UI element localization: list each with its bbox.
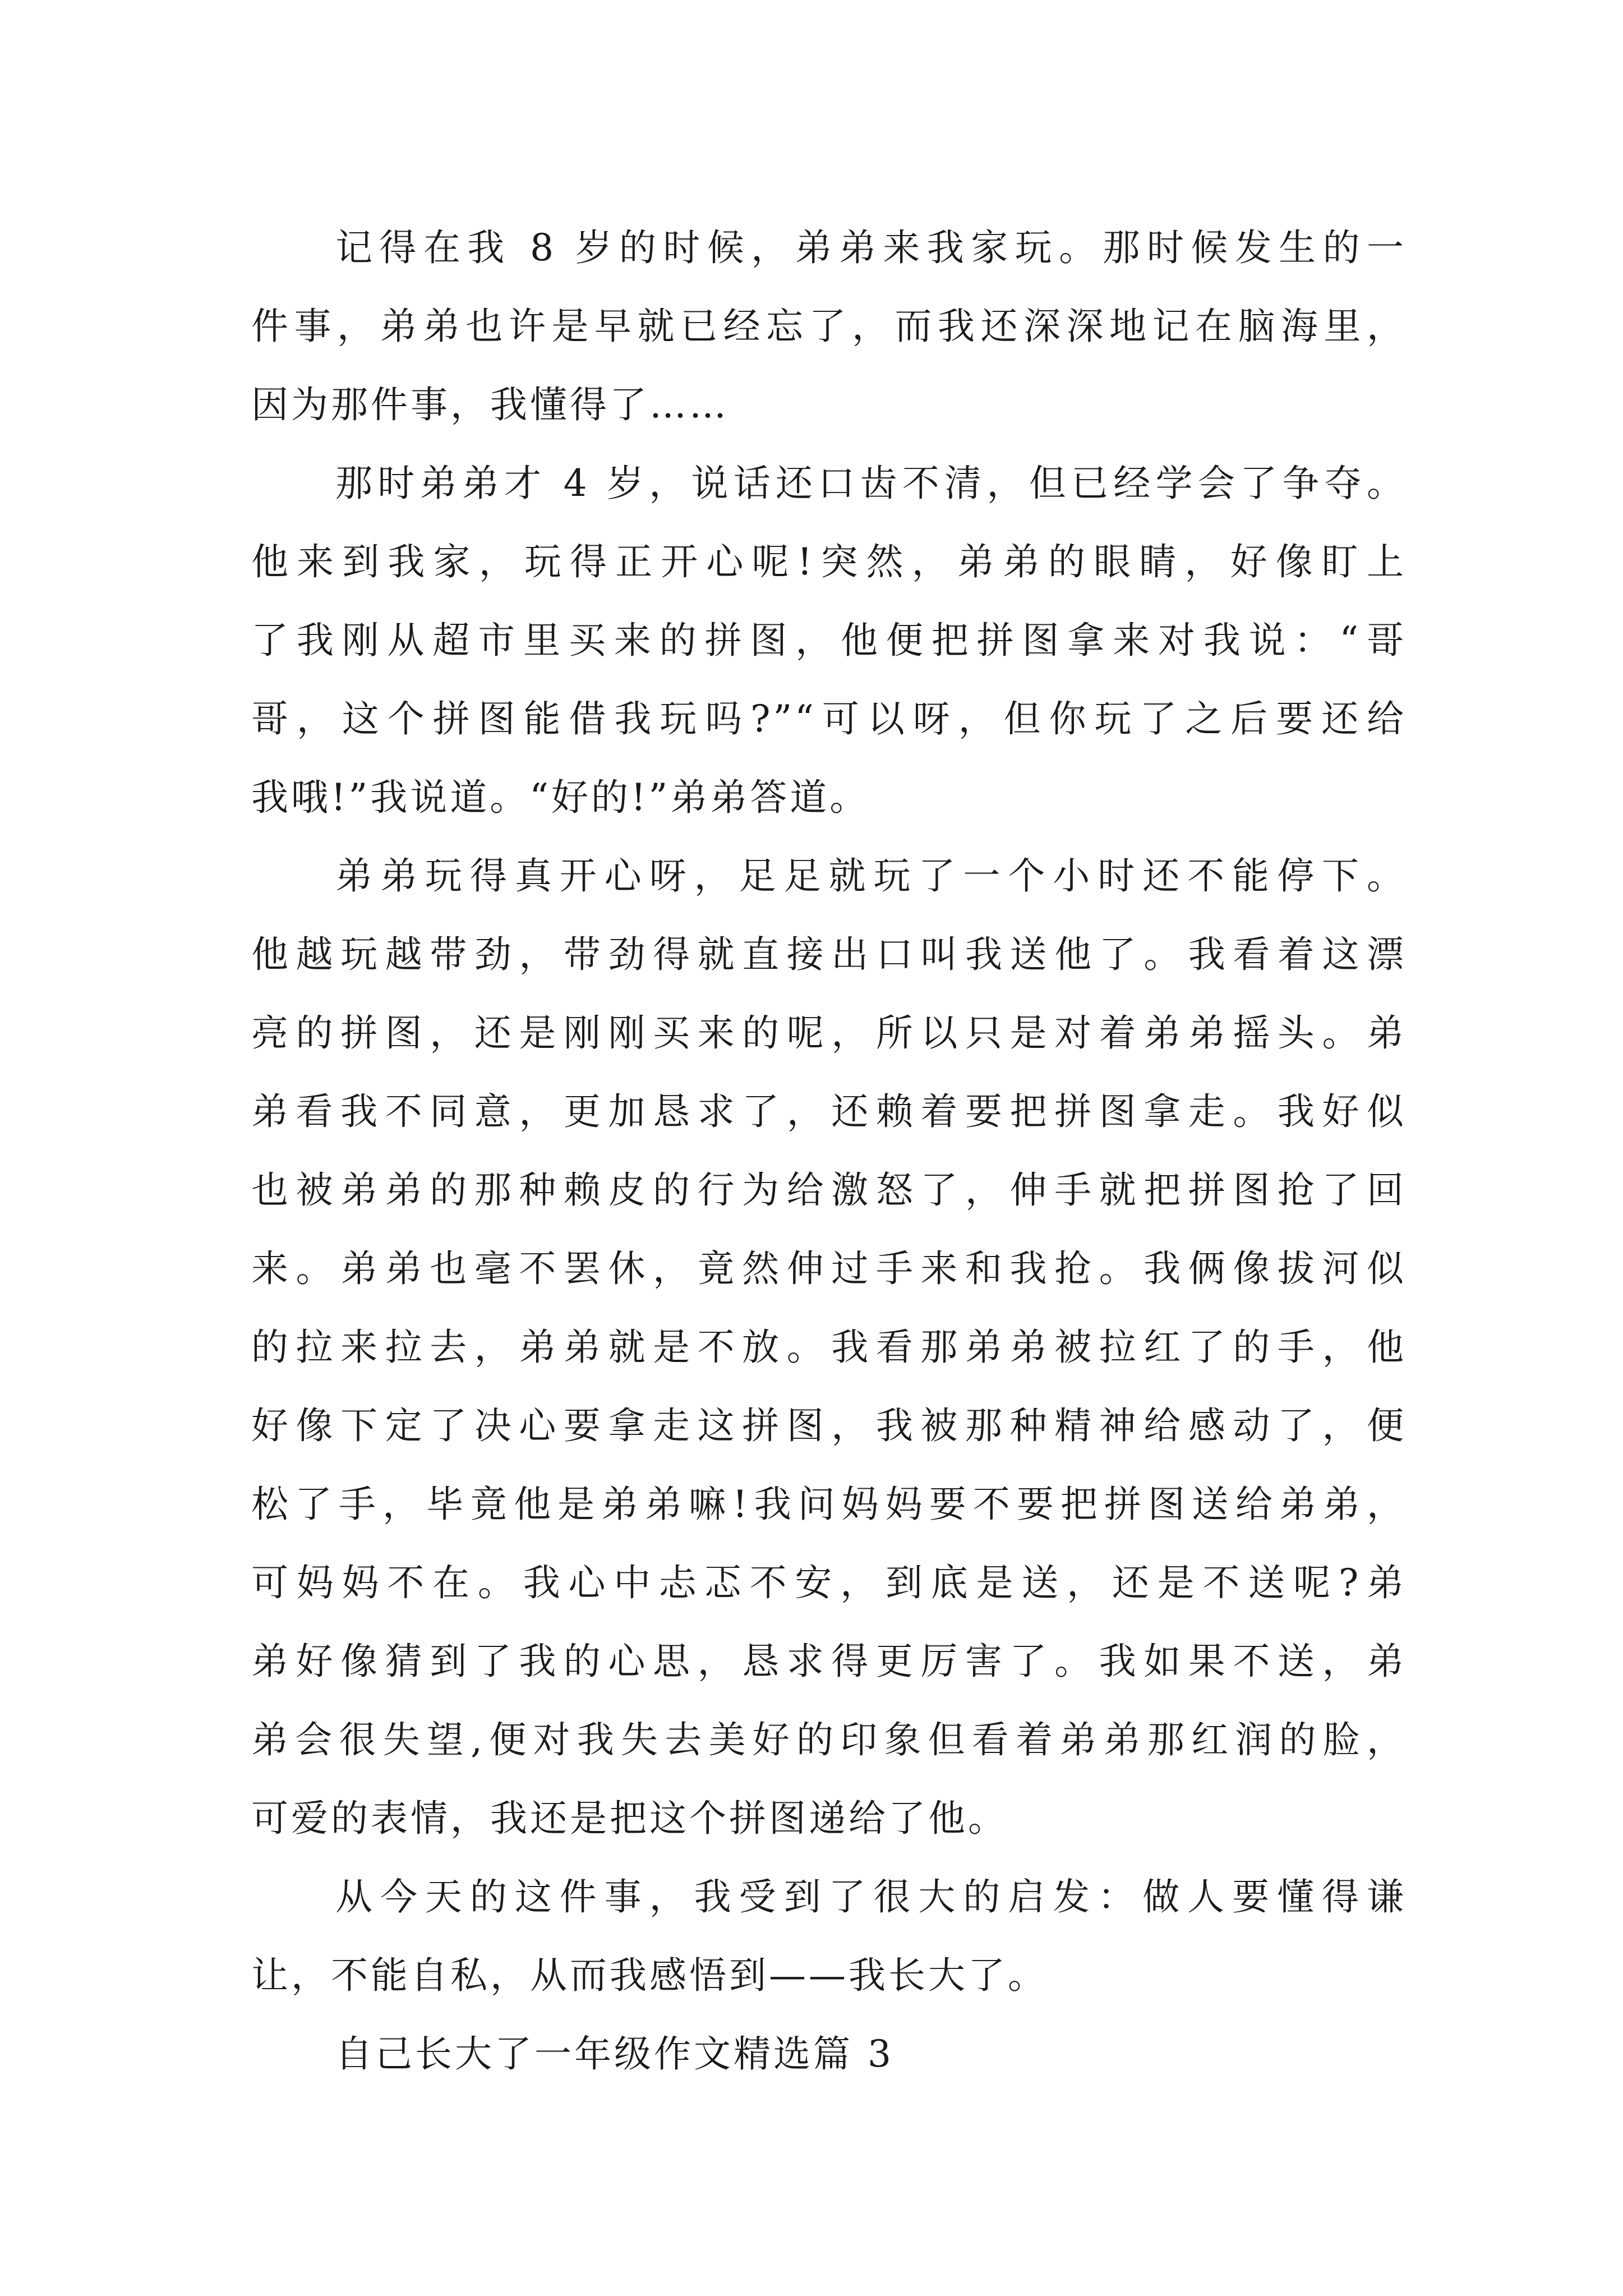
paragraph-3	[251, 837, 1407, 1858]
text-line: 他越玩越带劲，带劲得就直接出口叫我送他了。我看着这漂	[251, 933, 1407, 976]
text-line: 弟会很失望,便对我失去美好的印象但看着弟弟那红润的脸，	[251, 1718, 1407, 1761]
text-line: 了我刚从超市里买来的拼图，他便把拼图拿来对我说：“哥	[251, 619, 1407, 662]
text-line: 弟弟玩得真开心呀，足足就玩了一个小时还不能停下。	[335, 854, 1407, 898]
text-line: 松了手，毕竟他是弟弟嘛!我问妈妈要不要把拼图送给弟弟，	[251, 1483, 1407, 1526]
text-line: 亮的拼图，还是刚刚买来的呢，所以只是对着弟弟摇头。弟	[251, 1011, 1407, 1055]
text-line: 件事，弟弟也许是早就已经忘了，而我还深深地记在脑海里，	[251, 305, 1407, 348]
section-heading	[251, 2015, 1407, 2093]
text-line: 因为那件事，我懂得了……	[251, 383, 729, 426]
text-line: 弟看我不同意，更加恳求了，还赖着要把拼图拿走。我好似	[251, 1090, 1407, 1133]
text-line: 哥，这个拼图能借我玩吗?”“可以呀，但你玩了之后要还给	[251, 697, 1407, 740]
paragraph-1	[251, 209, 1407, 444]
text-line: 也被弟弟的那种赖皮的行为给激怒了，伸手就把拼图抢了回	[251, 1168, 1407, 1212]
text-line: 好像下定了决心要拿走这拼图，我被那种精神给感动了，便	[251, 1404, 1407, 1447]
text-line: 从今天的这件事，我受到了很大的启发：做人要懂得谦	[335, 1875, 1407, 1918]
essay-body	[251, 209, 1407, 2093]
paragraph-2	[251, 444, 1407, 837]
text-line: 可爱的表情，我还是把这个拼图递给了他。	[251, 1797, 1008, 1840]
text-line: 那时弟弟才 4 岁，说话还口齿不清，但已经学会了争夺。	[335, 462, 1407, 505]
text-line: 他来到我家，玩得正开心呢!突然，弟弟的眼睛，好像盯上	[251, 540, 1407, 583]
heading-line: 自己长大了一年级作文精选篇 3	[335, 2032, 894, 2076]
text-line: 记得在我 8 岁的时候，弟弟来我家玩。那时候发生的一	[335, 226, 1407, 269]
text-line: 我哦!”我说道。“好的!”弟弟答道。	[251, 776, 870, 819]
text-line: 弟好像猜到了我的心思，恳求得更厉害了。我如果不送，弟	[251, 1640, 1407, 1683]
text-line: 的拉来拉去，弟弟就是不放。我看那弟弟被拉红了的手，他	[251, 1326, 1407, 1369]
text-line: 可妈妈不在。我心中忐忑不安，到底是送，还是不送呢?弟	[251, 1561, 1407, 1604]
paragraph-4	[251, 1858, 1407, 2015]
text-line: 来。弟弟也毫不罢休，竟然伸过手来和我抢。我俩像拔河似	[251, 1247, 1407, 1290]
text-line: 让，不能自私，从而我感悟到——我长大了。	[251, 1954, 1048, 1997]
